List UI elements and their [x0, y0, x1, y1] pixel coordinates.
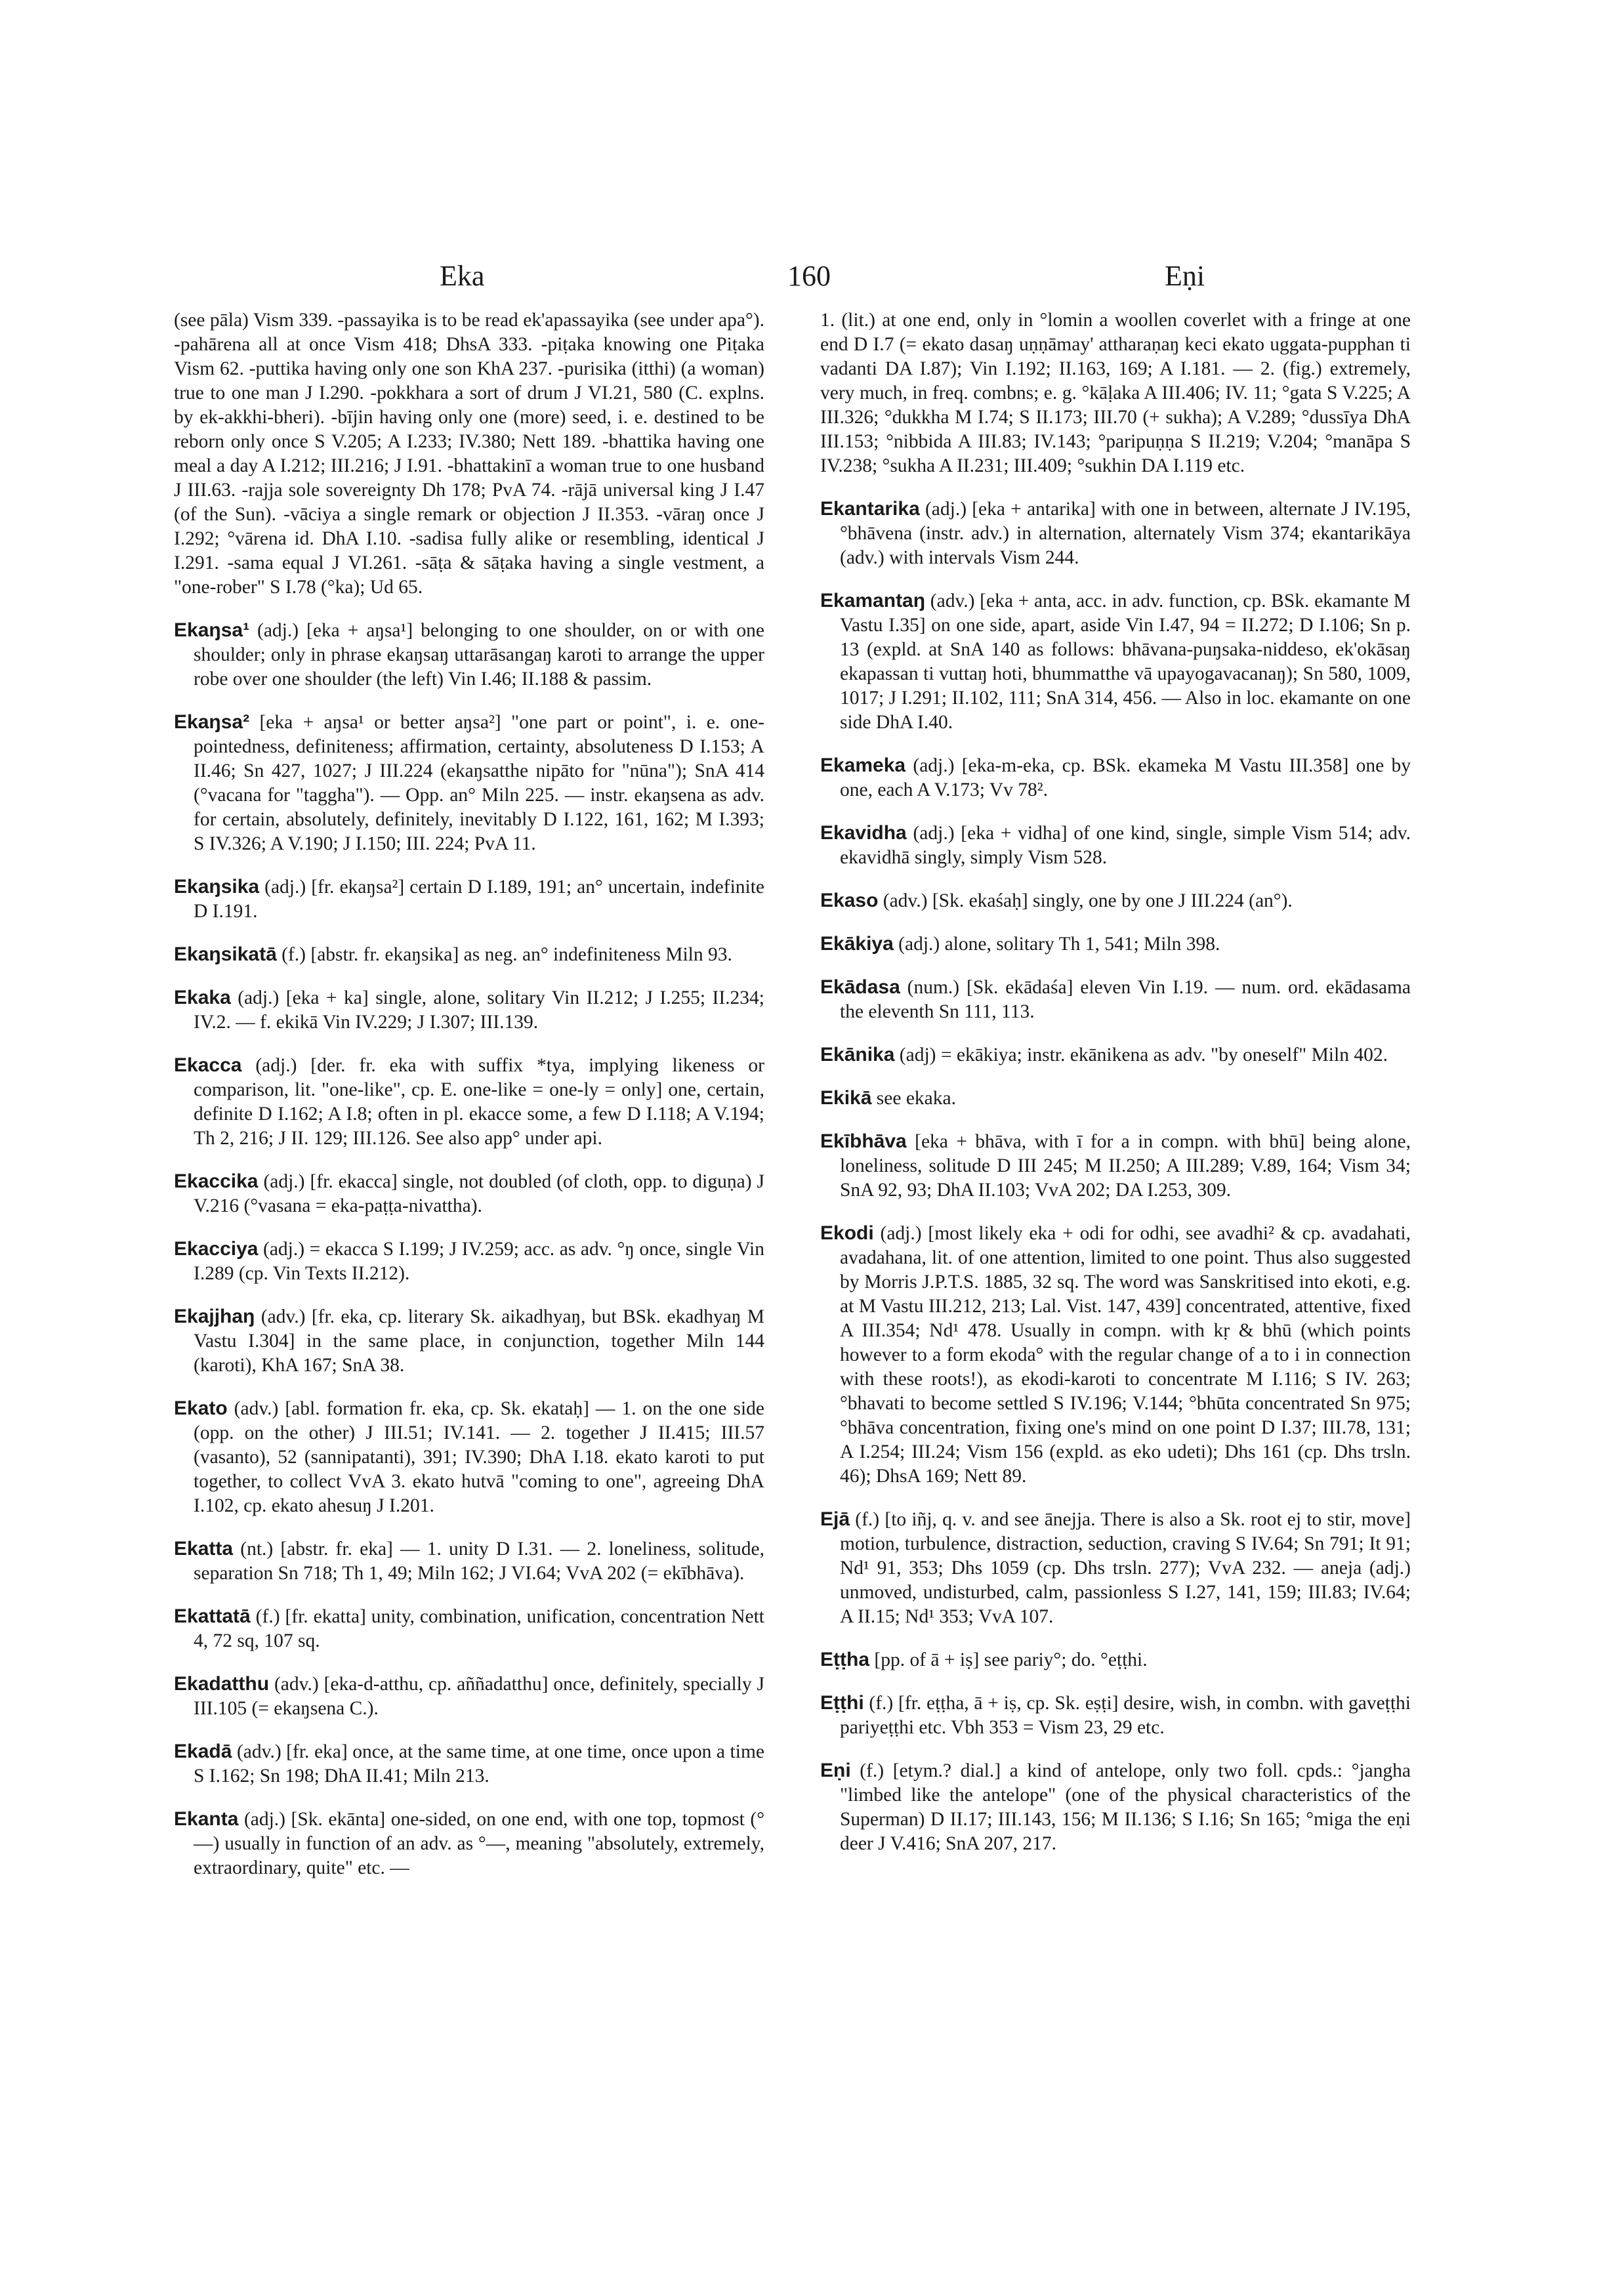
dictionary-entry: [820, 888, 1411, 913]
entry-body: (adj.) [Sk. ekānta] one-sided, on one end, with one top, topmost (°—) usually in function of an adv. as °—, meaning "absolutely, extremely, extraordinary, quite" etc. —: [194, 1809, 764, 1878]
entry-headword: Ekaso: [820, 890, 879, 911]
dictionary-entry: [174, 1672, 764, 1721]
entry-headword: Ekākiya: [820, 933, 894, 955]
dictionary-entry: [820, 1691, 1411, 1740]
entry-headword: Ekādasa: [820, 976, 900, 998]
dictionary-entry: [174, 875, 764, 924]
header-left-guideword: Eka: [440, 260, 485, 292]
dictionary-entry: [174, 1169, 764, 1218]
entry-headword: Ekadā: [174, 1741, 232, 1762]
dictionary-entry: [820, 1129, 1411, 1203]
entry-headword: Ekanta: [174, 1808, 239, 1830]
entry-body: 1. (lit.) at one end, only in °lomin a woollen coverlet with a fringe at one end D I.7 (= ekato dasaŋ uṇṇāmay' attharaṇaŋ keci ekato uggata-pupphan ti vadanti DA I.87); Vin I.192; II.163, 169; A I.181. — 2. (fig.) extremely, very much, in freq. combns; e. g. °kāḷaka A III.406; IV. 11; °gata S V.225; A III.326; °dukkha M I.74; S II.173; III.70 (+ sukha); A V.289; °dussīya DhA III.153; °nibbida A III.83; IV.143; °paripuṇṇa S II.219; V.204; °manāpa S IV.238; °sukha A II.231; III.409; °sukhin DA I.119 etc.: [820, 310, 1411, 476]
entry-body: (adj.) [most likely eka + odi for odhi, see avadhi² & cp. avadahati, avadahana, lit. of one attention, limited to one point. Thus also suggested by Morris J.P.T.S. 1885, 32 sq. The word was Sanskritised into ekoti, e.g. at M Vastu III.212, 213; Lal. Vist. 147, 439] concentrated, attentive, fixed A III.354; Nd¹ 478. Usually in compn. with kṛ & bhū (which points however to a form ekoda° with the regular change of a to i in connection with these roots!), as ekodi-karoti to concentrate M I.116; S IV. 263; °bhavati to become settled S IV.196; V.144; °bhūta concentrated Sn 975; °bhāva concentration, fixing one's mind on one point D I.37; III.78, 131; A I.254; III.24; Vism 156 (expld. as eko udeti); Dhs 161 (cp. Dhs trsln. 46); DhsA 169; Nett 89.: [840, 1223, 1411, 1487]
entry-headword: Ekaŋsa¹: [174, 619, 250, 641]
dictionary-entry: [174, 1739, 764, 1788]
entry-headword: Ekikā: [820, 1087, 872, 1109]
dictionary-entry: [174, 710, 764, 856]
entry-headword: Ekībhāva: [820, 1130, 907, 1152]
dictionary-entry: [820, 308, 1411, 478]
page-number: 160: [787, 260, 831, 292]
entry-body: (f.) [etym.? dial.] a kind of antelope, only two foll. cpds.: °jangha "limbed like the antelope" (one of the physical characteristics of the Superman) D II.17; III.143, 156; M II.136; S I.16; Sn 165; °miga the eṇi deer J V.416; SnA 207, 217.: [840, 1760, 1411, 1854]
dictionary-entry: [820, 753, 1411, 802]
entry-headword: Ekato: [174, 1397, 228, 1419]
entry-body: (see pāla) Vism 339. -passayika is to be read ek'apassayika (see under apa°). -pahārena all at once Vism 418; DhsA 333. -piṭaka knowing one Piṭaka Vism 62. -puttika having only one son KhA 237. -purisika (itthi) (a woman) true to one man J I.290. -pokkhara a sort of drum J VI.21, 580 (C. explns. by ek-akkhi-bheri). -bījin having only one (more) seed, i. e. destined to be reborn only once S V.205; A I.233; IV.380; Nett 189. -bhattika having one meal a day A I.212; III.216; J I.91. -bhattakinī a woman true to one husband J III.63. -rajja sole sovereignty Dh 178; PvA 74. -rājā universal king J I.47 (of the Sun). -vāciya a single remark or objection J II.353. -vāraŋ once J I.292; °vārena id. DhA I.10. -sadisa fully alike or resembling, identical J I.291. -sama equal J VI.261. -sāṭa & sāṭaka having a single vestment, a "one-rober" S I.78 (°ka); Ud 65.: [174, 310, 764, 598]
entry-headword: Ekaŋsika: [174, 876, 260, 898]
entry-headword: Ekantarika: [820, 498, 920, 520]
entry-body: (adj.) [eka + aŋsa¹] belonging to one shoulder, on or with one shoulder; only in phrase ekaŋsaŋ uttarāsangaŋ karoti to arrange the upper robe over one shoulder (the left) Vin I.46; II.188 & passim.: [194, 620, 765, 690]
entry-body: (adv.) [abl. formation fr. eka, cp. Sk. ekataḥ] — 1. on the one side (opp. on the other) J III.51; IV.141. — 2. together J II.415; III.57 (vasanto), 52 (sannipatanti), 391; IV.390; DhA I.18. ekato karoti to put together, to collect VvA 3. ekato hutvā "coming to one", agreeing DhA I.102, cp. ekato ahesuŋ J I.201.: [194, 1398, 764, 1516]
entry-headword: Ekaŋsikatā: [174, 943, 277, 965]
entry-body: (adj.) [fr. ekacca] single, not doubled (of cloth, opp. to diguṇa) J V.216 (°vasana = eka-paṭṭa-nivattha).: [194, 1171, 765, 1216]
entry-headword: Ekaccika: [174, 1170, 259, 1192]
entry-body: (adv.) [fr. eka, cp. literary Sk. aikadhyaŋ, but BSk. ekadhyaŋ M Vastu I.304] in the same place, in conjunction, together Miln 144 (karoti), KhA 167; SnA 38.: [194, 1306, 765, 1376]
entry-headword: Eṭṭhi: [820, 1692, 864, 1714]
dictionary-entry: [174, 1537, 764, 1586]
entry-body: (f.) [fr. eṭṭha, ā + iṣ, cp. Sk. eṣṭi] desire, wish, in combn. with gaveṭṭhi pariyeṭṭhi etc. Vbh 353 = Vism 23, 29 etc.: [840, 1693, 1411, 1738]
entry-headword: Ekatta: [174, 1538, 234, 1560]
entry-headword: Ekānika: [820, 1044, 895, 1065]
entry-headword: Ekacca: [174, 1054, 242, 1076]
dictionary-entry: [820, 1647, 1411, 1672]
entry-body: see ekaka.: [876, 1088, 956, 1109]
dictionary-entry: [820, 1758, 1411, 1856]
entry-headword: Eṭṭha: [820, 1649, 869, 1670]
entry-headword: Ekajjhaŋ: [174, 1306, 255, 1327]
entry-body: (adv.) [eka + anta, acc. in adv. function, cp. BSk. ekamante M Vastu I.35] on one side, apart, aside Vin I.47, 94 = II.272; D I.106; Sn p. 13 (expld. at SnA 140 as follows: bhāvana-puŋsaka-niddeso, ek'okāsaŋ ekapassan ti vuttaŋ hoti, bhummatthe vā upayogavacanaŋ); Sn 580, 1009, 1017; J I.291; II.102, 111; SnA 314, 456. — Also in loc. ekamante on one side DhA I.40.: [840, 590, 1411, 733]
entry-headword: Ekaŋsa²: [174, 711, 250, 733]
entry-body: (adj.) alone, solitary Th 1, 541; Miln 398.: [898, 934, 1220, 955]
dictionary-entry: [820, 1086, 1411, 1111]
dictionary-entry: [820, 497, 1411, 570]
entry-headword: Ejā: [820, 1508, 850, 1530]
entry-headword: Ekamantaŋ: [820, 590, 926, 611]
entry-body: (f.) [abstr. fr. ekaŋsika] as neg. an° indefiniteness Miln 93.: [281, 944, 732, 965]
right-column: [820, 308, 1411, 1874]
entry-headword: Ekadatthu: [174, 1673, 270, 1695]
dictionary-entry: [174, 308, 764, 600]
dictionary-entry: [174, 1807, 764, 1880]
entry-body: (adj) = ekākiya; instr. ekānikena as adv. "by oneself" Miln 402.: [899, 1044, 1388, 1065]
entry-body: (adv.) [eka-d-atthu, cp. aññadatthu] once, definitely, specially J III.105 (= ekaŋsena C.).: [194, 1674, 764, 1719]
dictionary-entry: [174, 1237, 764, 1286]
dictionary-entry: [820, 589, 1411, 735]
entry-body: (adj.) [der. fr. eka with suffix *tya, implying likeness or comparison, lit. "one-like", cp. E. one-like = one-ly = only] one, certain, definite D I.162; A I.8; often in pl. ekacce some, a few D I.118; A V.194; Th 2, 216; J II. 129; III.126. See also app° under api.: [194, 1055, 764, 1149]
left-column: [174, 308, 764, 1899]
dictionary-entry: [820, 821, 1411, 870]
dictionary-entry: [174, 1053, 764, 1151]
dictionary-entry: [820, 1221, 1411, 1489]
entry-body: (f.) [fr. ekatta] unity, combination, unification, concentration Nett 4, 72 sq, 107 sq.: [194, 1606, 765, 1651]
header-right-guideword: Eṇi: [1165, 260, 1205, 292]
dictionary-entry: [174, 942, 764, 967]
entry-headword: Ekodi: [820, 1222, 874, 1244]
entry-headword: Ekacciya: [174, 1238, 259, 1260]
entry-body: (f.) [to iñj, q. v. and see ānejja. There is also a Sk. root ej to stir, move] motion, turbulence, distraction, seduction, craving S IV.64; Sn 791; It 91; Nd¹ 91, 353; Dhs 1059 (cp. Dhs trsln. 277); VvA 232. — aneja (adj.) unmoved, undisturbed, calm, passionless S I.27, 141, 159; III.83; IV.64; A II.15; Nd¹ 353; VvA 107.: [840, 1509, 1411, 1627]
dictionary-entry: [820, 975, 1411, 1024]
entry-headword: Ekameka: [820, 755, 906, 776]
page-header: [0, 259, 1624, 312]
entry-body: (nt.) [abstr. fr. eka] — 1. unity D I.31. — 2. loneliness, solitude, separation Sn 718; Th 1, 49; Miln 162; J VI.64; VvA 202 (= ekībhāva).: [194, 1539, 764, 1584]
entry-body: [eka + aŋsa¹ or better aŋsa²] "one part or point", i. e. one-pointedness, definiteness; affirmation, certainty, absoluteness D I.153; A II.46; Sn 427, 1027; J III.224 (ekaŋsatthe nipāto for "nūna"); SnA 414 (°vacana for "taggha"). — Opp. an° Miln 225. — instr. ekaŋsena as adv. for certain, absolutely, definitely, inevitably D I.122, 161, 162; M I.393; S IV.326; A V.190; J I.150; III. 224; PvA 11.: [194, 712, 765, 854]
dictionary-entry: [174, 1304, 764, 1378]
dictionary-entry: [174, 1604, 764, 1653]
entry-body: (adj.) [eka + ka] single, alone, solitary Vin II.212; J I.255; II.234; IV.2. — f. ekikā Vin IV.229; J I.307; III.139.: [194, 987, 765, 1033]
entry-headword: Ekavidha: [820, 822, 907, 844]
dictionary-entry: [174, 1396, 764, 1518]
dictionary-entry: [174, 618, 764, 692]
entry-headword: Eṇi: [820, 1760, 851, 1781]
entry-body: (adj.) [eka + antarika] with one in between, alternate J IV.195, °bhāvena (instr. adv.) in alternation, alternately Vism 374; ekantarikāya (adv.) with intervals Vism 244.: [840, 499, 1411, 568]
entry-body: (adv.) [fr. eka] once, at the same time, at one time, once upon a time S I.162; Sn 198; DhA II.41; Miln 213.: [194, 1741, 764, 1787]
entry-body: (adv.) [Sk. ekaśaḥ] singly, one by one J III.224 (an°).: [883, 890, 1293, 911]
entry-body: [eka + bhāva, with ī for a in compn. with bhū] being alone, loneliness, solitude D III 245; M II.250; A III.289; V.89, 164; Vism 34; SnA 92, 93; DhA II.103; VvA 202; DA I.253, 309.: [840, 1131, 1411, 1201]
entry-body: (adj.) [fr. ekaŋsa²] certain D I.189, 191; an° uncertain, indefinite D I.191.: [194, 877, 764, 922]
entry-headword: Ekattatā: [174, 1605, 251, 1627]
entry-body: (adj.) [eka-m-eka, cp. BSk. ekameka M Vastu III.358] one by one, each A V.173; Vv 78².: [840, 755, 1411, 800]
entry-body: (num.) [Sk. ekādaśa] eleven Vin I.19. — num. ord. ekādasama the eleventh Sn 111, 113.: [840, 977, 1411, 1022]
dictionary-entry: [174, 985, 764, 1035]
entry-body: (adj.) = ekacca S I.199; J IV.259; acc. as adv. °ŋ once, single Vin I.289 (cp. Vin Texts II.212).: [194, 1239, 764, 1284]
entry-headword: Ekaka: [174, 987, 231, 1008]
dictionary-entry: [820, 1507, 1411, 1629]
entry-body: [pp. of ā + iṣ] see pariy°; do. °eṭṭhi.: [874, 1649, 1148, 1670]
dictionary-entry: [820, 1043, 1411, 1067]
dictionary-entry: [820, 932, 1411, 957]
entry-body: (adj.) [eka + vidha] of one kind, single, simple Vism 514; adv. ekavidhā singly, simply Vism 528.: [840, 823, 1411, 868]
